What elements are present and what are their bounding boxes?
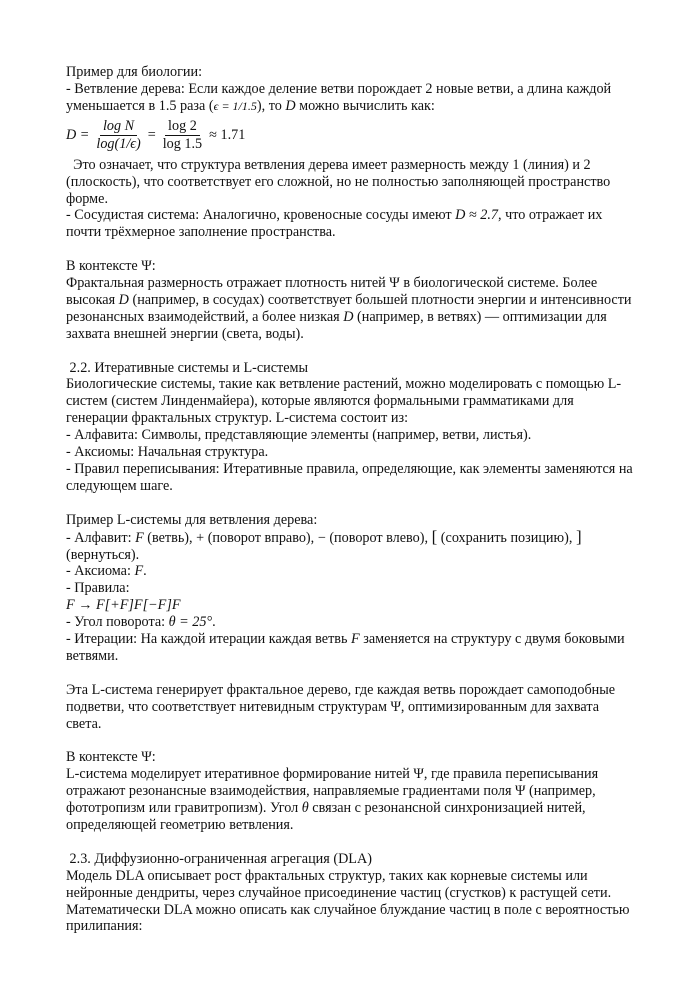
text-span: - Итерации: На каждой итерации каждая ветвь: [66, 631, 351, 648]
text-span: - Аксиома:: [66, 563, 135, 580]
text-span: ), то: [256, 97, 286, 114]
text-span: можно вычислить как:: [295, 97, 435, 114]
text-span: связан с резонансной синхронизацией нитей,: [308, 800, 586, 817]
alphabet-line: [66, 526, 646, 547]
psi-context-line: [66, 292, 646, 309]
meaning-line: форме.: [66, 190, 108, 207]
spacer: [66, 665, 646, 682]
vessels-line-2: почти трёхмерное заполнение пространства.: [66, 224, 336, 241]
text-span: (поворот вправо),: [204, 529, 318, 546]
section-line: - Аксиомы: Начальная структура.: [66, 444, 269, 461]
text-span: заменяется на структуру с двумя боковыми: [359, 631, 625, 648]
spacer: [66, 241, 646, 258]
section-line: Математически DLA можно описать как случайное блуждание частиц в поле с вероятностью: [66, 901, 630, 918]
text-span: фототропизм или гравитропизм). Угол: [66, 800, 302, 817]
section-line: - Правил переписывания: Итеративные правила, определяющие, как элементы заменяются на: [66, 461, 633, 477]
math-F: F: [135, 529, 144, 546]
formula-lhs: D =: [66, 127, 90, 144]
psi-context-line: [66, 309, 646, 326]
text-span: (ветвь),: [143, 529, 197, 546]
text-span: (поворот влево),: [325, 529, 432, 546]
spacer: [66, 834, 646, 851]
section-line: Биологические системы, такие как ветвление растений, можно моделировать с помощью L-: [66, 376, 622, 393]
vessels-line-1: [66, 207, 646, 224]
section-line: - Алфавита: Символы, представляющие элементы (например, ветви, листья).: [66, 427, 532, 444]
section-line: нейронные дендриты, через случайное присоединение частиц (сгустков) к растущей сети.: [66, 884, 612, 901]
meaning-line: Это означает, что структура ветвления дерева имеет размерность между 1 (линия) и 2: [66, 156, 591, 173]
math-D: D: [343, 308, 354, 325]
result-line: света.: [66, 715, 102, 732]
psi-context-line: [66, 800, 646, 817]
section-line: генерации фрактальных структур. L-система состоит из:: [66, 410, 409, 427]
section-line: систем (систем Линденмайера), которые являются формальными грамматиками для: [66, 393, 574, 410]
axiom-line: [66, 563, 646, 580]
text-span: резонансных взаимодействий, а более низкая: [66, 308, 344, 325]
math-D: D: [285, 97, 296, 114]
math-left-bracket: [: [431, 526, 438, 546]
psi-context-heading: В контексте Ψ:: [66, 749, 156, 766]
angle-math: θ = 25°: [168, 614, 213, 631]
fraction-numerator: log N: [100, 119, 137, 136]
bio-example-heading: Пример для биологии:: [66, 64, 203, 80]
psi-context-heading: В контексте Ψ:: [66, 258, 156, 275]
math-F: F: [134, 563, 144, 580]
text-span: - Угол поворота:: [66, 614, 169, 631]
psi-context-line: захвата внешней энергии (света, воды).: [66, 325, 304, 342]
text-span: (сохранить позицию),: [437, 529, 576, 546]
text-span: .: [143, 563, 147, 580]
document-page: [66, 64, 646, 935]
text-span: .: [212, 614, 216, 631]
result-line: Эта L-система генерирует фрактальное дерево, где каждая ветвь порождает самоподобные: [66, 681, 616, 698]
fraction-denominator: log 1.5: [162, 136, 203, 153]
section-line: следующем шаге.: [66, 477, 173, 494]
rule-formula: F → F[+F]F[−F]F: [66, 597, 181, 614]
math-minus: −: [317, 529, 326, 546]
text-span: - Сосудистая система: Аналогично, кровеносные сосуды имеют: [66, 207, 456, 224]
spacer: [66, 343, 646, 360]
text-span: , что отражает их: [498, 207, 603, 224]
rules-label: - Правила:: [66, 580, 130, 597]
iterations-line-cont: ветвями.: [66, 647, 119, 664]
fraction-denominator: log(1/ϵ): [96, 136, 141, 153]
spacer: [66, 732, 646, 749]
text-span: (например, в ветвях) — оптимизации для: [353, 308, 607, 325]
alphabet-line-cont: (вернуться).: [66, 546, 140, 563]
section-heading-2-3: 2.3. Диффузионно-ограниченная агрегация (DLA): [66, 850, 372, 867]
text-span: высокая: [66, 291, 119, 308]
spacer: [66, 495, 646, 512]
lsystem-example-heading: Пример L-системы для ветвления дерева:: [66, 511, 318, 528]
text-span: - Алфавит:: [66, 529, 136, 546]
psi-context-line: L-система моделирует итеративное формирование нитей Ψ, где правила переписывания: [66, 766, 599, 783]
text-span: (например, в сосудах) соответствует большей плотности энергии и интенсивности: [128, 291, 632, 308]
result-line: подветви, что соответствует нитевидным структурам Ψ, оптимизированным для захвата: [66, 698, 599, 715]
section-line: Модель DLA описывает рост фрактальных структур, таких как корневые системы или: [66, 867, 588, 884]
fraction-log2: [160, 119, 205, 152]
math-D: D: [118, 291, 129, 308]
epsilon-math: ϵ = 1/1.5: [213, 98, 257, 113]
math-theta: θ: [301, 800, 309, 817]
vessels-math: D ≈ 2.7: [455, 207, 499, 224]
meaning-line: (плоскость), что соответствует его сложной, но не полностью заполняющей пространство: [66, 173, 611, 190]
formula-result: ≈ 1.71: [209, 127, 246, 144]
iterations-line: [66, 631, 646, 648]
section-line: прилипания:: [66, 918, 143, 935]
formula-equals: =: [147, 127, 156, 144]
psi-context-line: Фрактальная размерность отражает плотность нитей Ψ в биологической системе. Более: [66, 275, 598, 292]
fraction-numerator: log 2: [165, 119, 200, 136]
angle-line: [66, 614, 646, 631]
tree-branching-line-2: [66, 98, 646, 115]
tree-branching-line-1: - Ветвление дерева: Если каждое деление ветви порождает 2 новые ветви, а длина каждой: [66, 80, 612, 97]
psi-context-line: определяющей геометрию ветвления.: [66, 816, 294, 833]
psi-context-line: отражают резонансные взаимодействия, направляемые градиентами поля Ψ (например,: [66, 783, 596, 800]
text-span: уменьшается в 1.5 раза (: [66, 97, 214, 114]
math-F: F: [351, 631, 360, 648]
math-plus: +: [196, 529, 205, 546]
section-heading-2-2: 2.2. Итеративные системы и L-системы: [66, 359, 309, 376]
fractal-dimension-formula: [66, 117, 646, 155]
fraction-logN: [93, 119, 143, 152]
math-right-bracket: ]: [575, 526, 582, 546]
